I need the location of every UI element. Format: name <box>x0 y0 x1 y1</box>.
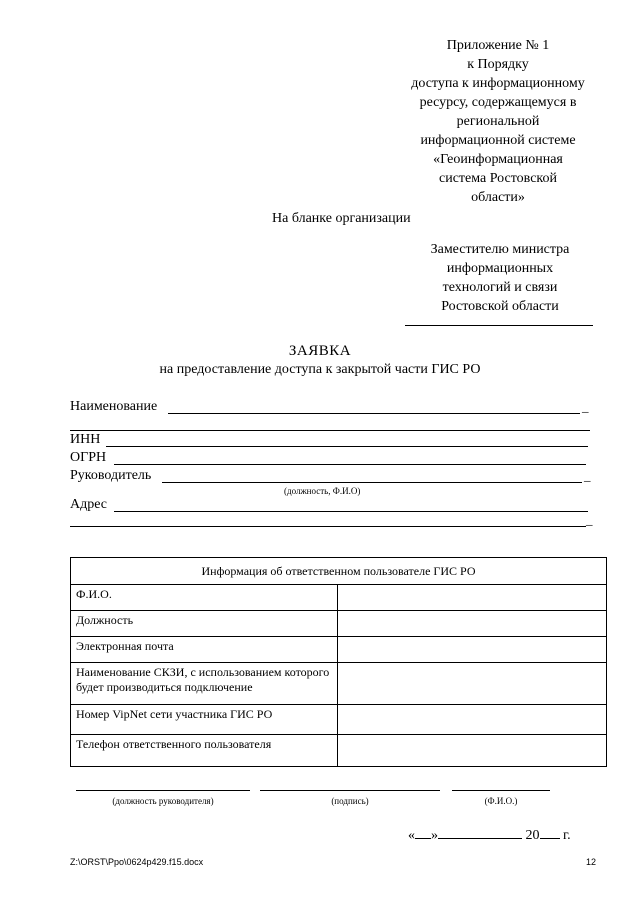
head-line-tail: _ <box>584 468 591 483</box>
document-subtitle: на предоставление доступа к закрытой части ГИС РО <box>159 362 481 377</box>
appendix-line: «Геоинформационная <box>433 152 563 167</box>
address-continuation-line[interactable] <box>70 526 586 527</box>
document-title: ЗАЯВКА <box>288 343 352 359</box>
ogrn-label: ОГРН <box>70 450 107 465</box>
head-hint: (должность, Ф.И.О) <box>284 486 361 496</box>
appendix-line: доступа к информационному <box>411 76 585 91</box>
address-label: Адрес <box>70 497 108 512</box>
head-line[interactable] <box>162 482 582 483</box>
position-caption: (должность руководителя) <box>112 796 214 806</box>
signature-line[interactable] <box>260 790 440 791</box>
page-number: 12 <box>586 857 597 867</box>
month-blank[interactable] <box>438 826 522 839</box>
addressee-line: Ростовской области <box>441 299 559 314</box>
year-prefix: 20 <box>525 828 540 843</box>
signature-caption: (подпись) <box>331 796 369 806</box>
name-label: Наименование <box>70 399 158 414</box>
appendix-line: информационной системе <box>420 133 576 148</box>
addressee-line: технологий и связи <box>442 280 558 295</box>
table-row-value[interactable] <box>338 705 607 735</box>
appendix-header <box>378 36 618 207</box>
name-line-tail: _ <box>582 399 589 414</box>
name-continuation-line[interactable] <box>70 430 590 431</box>
appendix-line: ресурсу, содержащемуся в <box>419 95 577 110</box>
appendix-line: система Ростовской <box>439 171 557 186</box>
appendix-line: к Порядку <box>467 57 529 72</box>
appendix-line: региональной <box>456 114 540 129</box>
footer-file-path: Z:\ORST\Ppo\0624p429.f15.docx <box>70 857 204 867</box>
table-row-value[interactable] <box>338 663 607 705</box>
fio-signature-line[interactable] <box>452 790 550 791</box>
name-line[interactable] <box>168 413 580 414</box>
inn-label: ИНН <box>70 432 101 447</box>
table-row-value[interactable] <box>338 611 607 637</box>
date-close-quote: » <box>431 828 438 843</box>
position-signature-line[interactable] <box>76 790 250 791</box>
table-row-label: Электронная почта <box>71 637 338 663</box>
head-label: Руководитель <box>70 468 152 483</box>
table-header: Информация об ответственном пользователе ГИС РО <box>71 558 607 585</box>
day-blank[interactable] <box>415 826 431 839</box>
addressee-block <box>405 240 595 316</box>
table-row-label: Телефон ответственного пользователя <box>71 735 338 767</box>
addressee-line: информационных <box>446 261 554 276</box>
table-row-label: Номер VipNet сети участника ГИС РО <box>71 705 338 735</box>
fio-caption: (Ф.И.О.) <box>484 796 518 806</box>
letterhead-note: На бланке организации <box>272 211 411 226</box>
year-suffix: г. <box>563 828 571 843</box>
date-field <box>408 826 571 844</box>
date-open-quote: « <box>408 828 415 843</box>
table-row-label: Ф.И.О. <box>71 585 338 611</box>
year-blank[interactable] <box>540 826 560 839</box>
table-row-label: Должность <box>71 611 338 637</box>
address-line-tail: _ <box>586 512 593 527</box>
responsible-user-table <box>70 557 607 767</box>
table-row-value[interactable] <box>338 637 607 663</box>
inn-line[interactable] <box>106 446 588 447</box>
appendix-line: Приложение № 1 <box>446 38 550 53</box>
table-row-value[interactable] <box>338 735 607 767</box>
addressee-line: Заместителю министра <box>430 242 570 257</box>
addressee-name-line[interactable] <box>405 325 593 326</box>
table-row-value[interactable] <box>338 585 607 611</box>
address-line[interactable] <box>114 511 588 512</box>
appendix-line: области» <box>471 190 525 205</box>
table-row-label: Наименование СКЗИ, с использованием которого будет производиться подключение <box>71 663 338 705</box>
ogrn-line[interactable] <box>114 464 586 465</box>
